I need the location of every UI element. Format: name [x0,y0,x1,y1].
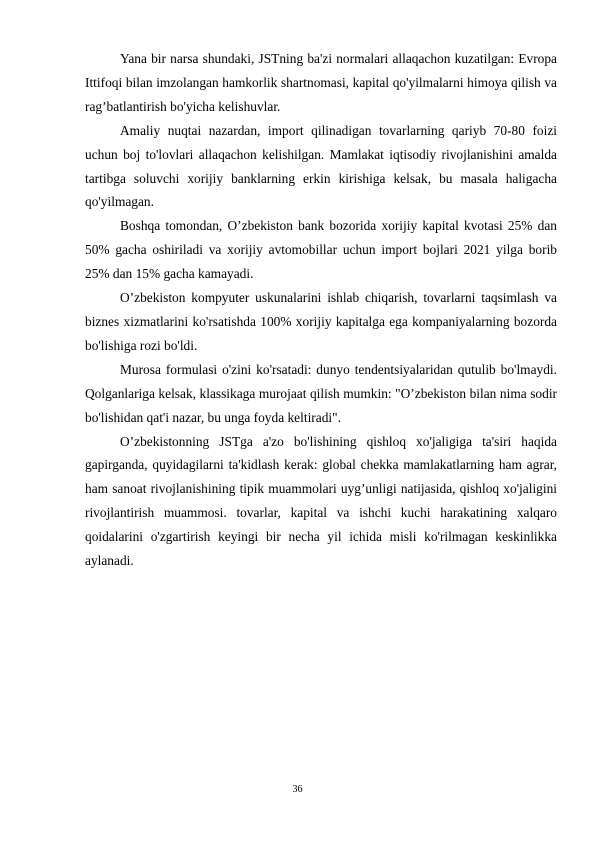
paragraph-3: Boshqa tomondan, O’zbekiston bank bozorida xorijiy kapital kvotasi 25% dan 50% gacha oshiriladi va xorijiy avtomobillar uchun import bojlari 2021 yilga borib 25% dan 15% gacha kamayadi. [85,218,557,282]
paragraph-5: Murosa formulasi o'zini ko'rsatadi: dunyo tendentsiyalaridan qutulib bo'lmaydi. Qolganlariga kelsak, klassikaga murojaat qilish mumkin: "O’zbekiston bilan nima sodir bo'lishidan qat'i nazar, bu unga foyda keltiradi". [85,361,557,425]
paragraph-1: Yana bir narsa shundaki, JSTning ba'zi normalari allaqachon kuzatilgan: Evropa Ittifoqi bilan imzolangan hamkorlik shartnomasi, kapital qo'yilmalarni himoya qilish va rag’batlantirish bo'yicha kelishuvlar. [85,51,557,114]
page-body [85,47,557,573]
page-number: 36 [292,784,303,795]
paragraph-2: Amaliy nuqtai nazardan, import qilinadigan tovarlarning qariyb 70-80 foizi uchun boj to'lovlari allaqachon kelishilgan. Mamlakat iqtisodiy rivojlanishini amalda tartibga soluvchi xorijiy banklarning erkin kirishiga kelsak, bu masala haligacha qo'yilmagan. [85,122,557,210]
paragraph-6: O’zbekistonning JSTga a'zo bo'lishining qishloq xo'jaligiga ta'siri haqida gapirganda, quyidagilarni ta'kidlash kerak: global chekka mamlakatlarning ham agrar, ham sanoat rivojlanishining tipik muammolari uyg’unligi natijasida, qishloq xo'jaligini rivojlantirish muammosi. tovarlar, kapital va ishchi kuchi harakatining xalqaro qoidalarini o'zgartirish keyingi bir necha yil ichida misli ko'rilmagan keskinlikka aylanadi. [85,433,557,569]
paragraph-4: O’zbekiston kompyuter uskunalarini ishlab chiqarish, tovarlarni taqsimlash va biznes xizmatlarini ko'rsatishda 100% xorijiy kapitalga ega kompaniyalarning bozorda bo'lishiga rozi bo'ldi. [85,290,557,353]
